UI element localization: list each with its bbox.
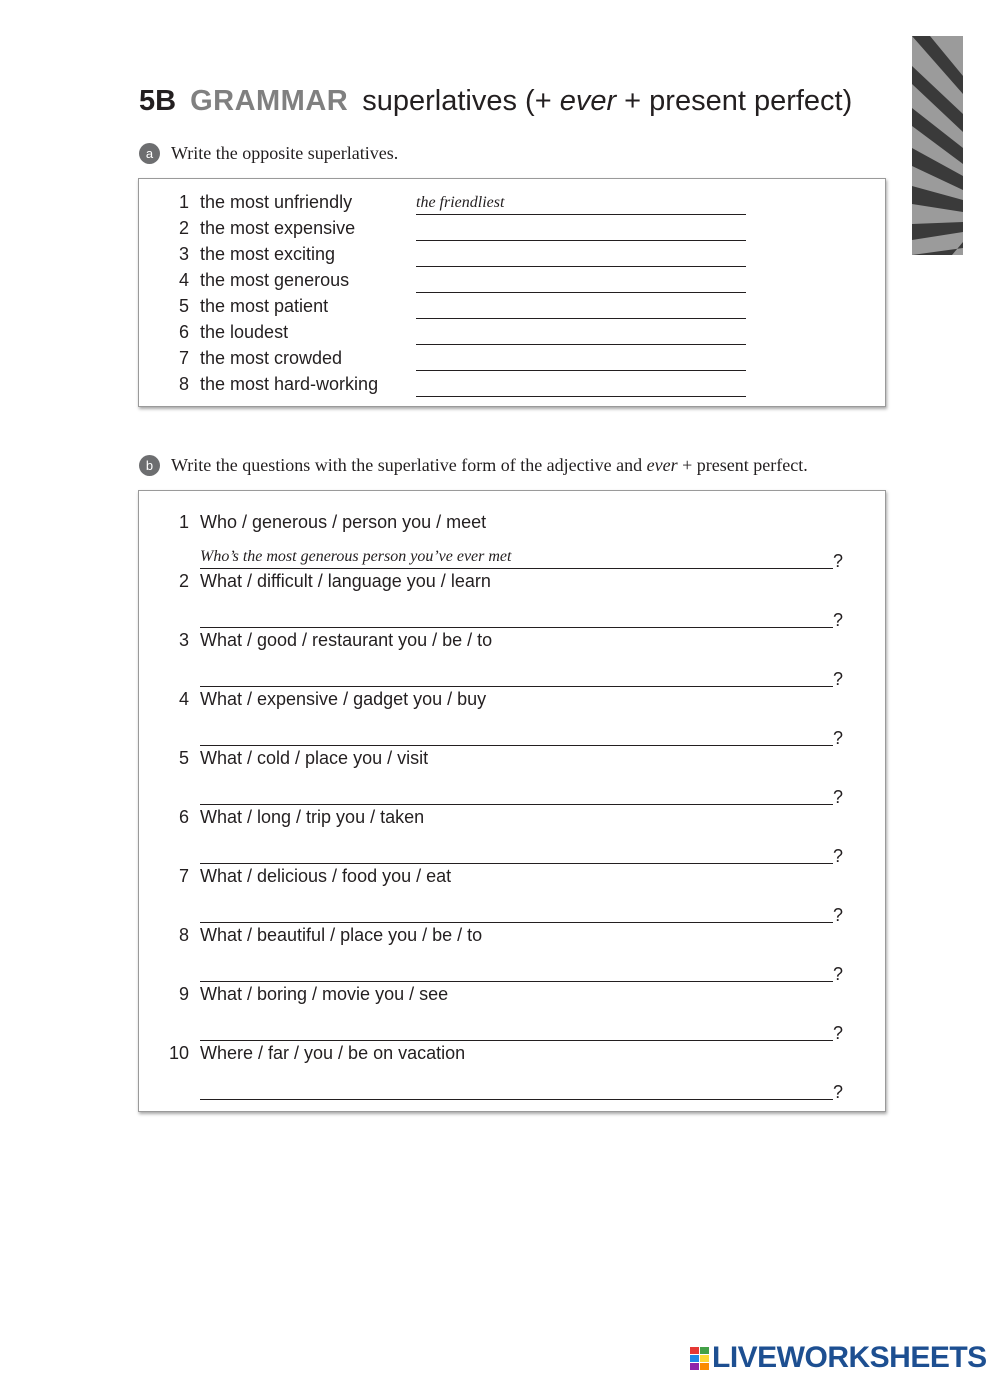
title-text-end: + present perfect)	[616, 85, 853, 117]
item-prompt: What / good / restaurant you / be / to	[200, 630, 493, 650]
list-item	[139, 319, 885, 345]
answer-field[interactable]	[200, 841, 833, 864]
item-prompt: the loudest	[200, 322, 289, 342]
answer-field[interactable]	[416, 244, 746, 267]
answer-field[interactable]	[416, 192, 746, 215]
question-item	[139, 628, 885, 689]
question-mark: ?	[833, 551, 844, 571]
item-number: 7	[178, 348, 189, 368]
answer-field[interactable]	[200, 900, 833, 923]
unit-code: 5B	[139, 85, 177, 117]
exercise-badge-b: b	[139, 455, 160, 476]
instruction-a-text: Write the opposite superlatives.	[171, 142, 399, 163]
answer-field[interactable]	[200, 1018, 833, 1041]
instruction-b	[139, 453, 808, 477]
instruction-b-text	[171, 455, 808, 476]
item-number: 4	[178, 689, 189, 709]
answer-field[interactable]	[416, 218, 746, 241]
answer-text: the friendliest	[416, 194, 505, 211]
item-prompt: the most exciting	[200, 244, 336, 264]
list-item	[139, 345, 885, 371]
answer-field[interactable]	[200, 664, 833, 687]
item-prompt: What / expensive / gadget you / buy	[200, 689, 487, 709]
item-number: 8	[178, 374, 189, 394]
item-prompt: the most crowded	[200, 348, 343, 368]
item-prompt: Where / far / you / be on vacation	[200, 1043, 466, 1063]
item-number: 1	[178, 512, 189, 532]
logo-cell	[700, 1355, 709, 1362]
item-number: 5	[178, 748, 189, 768]
list-item	[139, 241, 885, 267]
logo-cell	[700, 1347, 709, 1354]
title-text-start: superlatives (+	[362, 85, 560, 117]
answer-field[interactable]	[200, 546, 833, 569]
question-item	[139, 864, 885, 925]
exercise-badge-a: a	[139, 143, 160, 164]
logo-cell	[690, 1347, 699, 1354]
item-number: 1	[178, 192, 189, 212]
instruction-a	[139, 141, 398, 165]
item-prompt: the most patient	[200, 296, 329, 316]
item-number: 9	[178, 984, 189, 1004]
list-item	[139, 267, 885, 293]
question-mark: ?	[833, 669, 844, 689]
item-prompt: What / difficult / language you / learn	[200, 571, 491, 591]
item-number: 2	[178, 571, 189, 591]
item-number: 6	[178, 807, 189, 827]
item-number: 7	[178, 866, 189, 886]
item-number: 8	[178, 925, 189, 945]
answer-field[interactable]	[200, 959, 833, 982]
answer-field[interactable]	[416, 296, 746, 319]
question-mark: ?	[833, 1082, 844, 1102]
item-prompt: What / cold / place you / visit	[200, 748, 429, 768]
item-prompt: What / delicious / food you / eat	[200, 866, 452, 886]
item-prompt: Who / generous / person you / meet	[200, 512, 487, 532]
question-item	[139, 687, 885, 748]
liveworksheets-logo[interactable]	[690, 1343, 987, 1373]
item-prompt: What / long / trip you / taken	[200, 807, 425, 827]
instruction-b-text-start: Write the questions with the superlative form of the adjective and	[171, 454, 647, 475]
list-item	[139, 293, 885, 319]
answer-field[interactable]	[200, 782, 833, 805]
instruction-b-text-italic: ever	[646, 454, 678, 475]
list-item	[139, 371, 885, 397]
item-number: 6	[178, 322, 189, 342]
answer-field[interactable]	[416, 374, 746, 397]
question-item	[139, 923, 885, 984]
answer-field[interactable]	[416, 322, 746, 345]
item-prompt: What / boring / movie you / see	[200, 984, 449, 1004]
item-number: 4	[178, 270, 189, 290]
exercise-b-box	[138, 490, 886, 1112]
page-title	[139, 82, 852, 120]
item-prompt: the most expensive	[200, 218, 356, 238]
question-item	[139, 510, 885, 571]
exercise-a-box	[138, 178, 886, 407]
decorative-stripes	[912, 36, 963, 255]
list-item	[139, 189, 885, 215]
section-label: GRAMMAR	[190, 85, 349, 117]
item-prompt: What / beautiful / place you / be / to	[200, 925, 483, 945]
item-prompt: the most generous	[200, 270, 350, 290]
item-number: 5	[178, 296, 189, 316]
question-item	[139, 982, 885, 1043]
item-prompt: the most hard-working	[200, 374, 379, 394]
question-mark: ?	[833, 905, 844, 925]
answer-field[interactable]	[200, 605, 833, 628]
question-mark: ?	[833, 610, 844, 630]
question-item	[139, 746, 885, 807]
item-number: 3	[178, 244, 189, 264]
question-mark: ?	[833, 964, 844, 984]
item-number: 2	[178, 218, 189, 238]
logo-cell	[690, 1355, 699, 1362]
answer-field[interactable]	[416, 348, 746, 371]
question-mark: ?	[833, 787, 844, 807]
item-number: 3	[178, 630, 189, 650]
item-number: 10	[168, 1043, 189, 1063]
answer-field[interactable]	[200, 723, 833, 746]
item-prompt: the most unfriendly	[200, 192, 353, 212]
question-mark: ?	[833, 846, 844, 866]
answer-field[interactable]	[416, 270, 746, 293]
logo-text: LIVEWORKSHEETS	[712, 1341, 987, 1374]
question-item	[139, 1041, 885, 1102]
logo-mark-icon	[690, 1347, 709, 1370]
logo-cell	[700, 1363, 709, 1370]
instruction-b-text-end: + present perfect.	[677, 454, 808, 475]
question-item	[139, 805, 885, 866]
list-item	[139, 215, 885, 241]
question-mark: ?	[833, 1023, 844, 1043]
question-mark: ?	[833, 728, 844, 748]
title-text-italic: ever	[559, 85, 617, 117]
answer-field[interactable]	[200, 1077, 833, 1100]
logo-cell	[690, 1363, 699, 1370]
answer-text: Who’s the most generous person you’ve ever met	[200, 548, 512, 565]
question-item	[139, 569, 885, 630]
